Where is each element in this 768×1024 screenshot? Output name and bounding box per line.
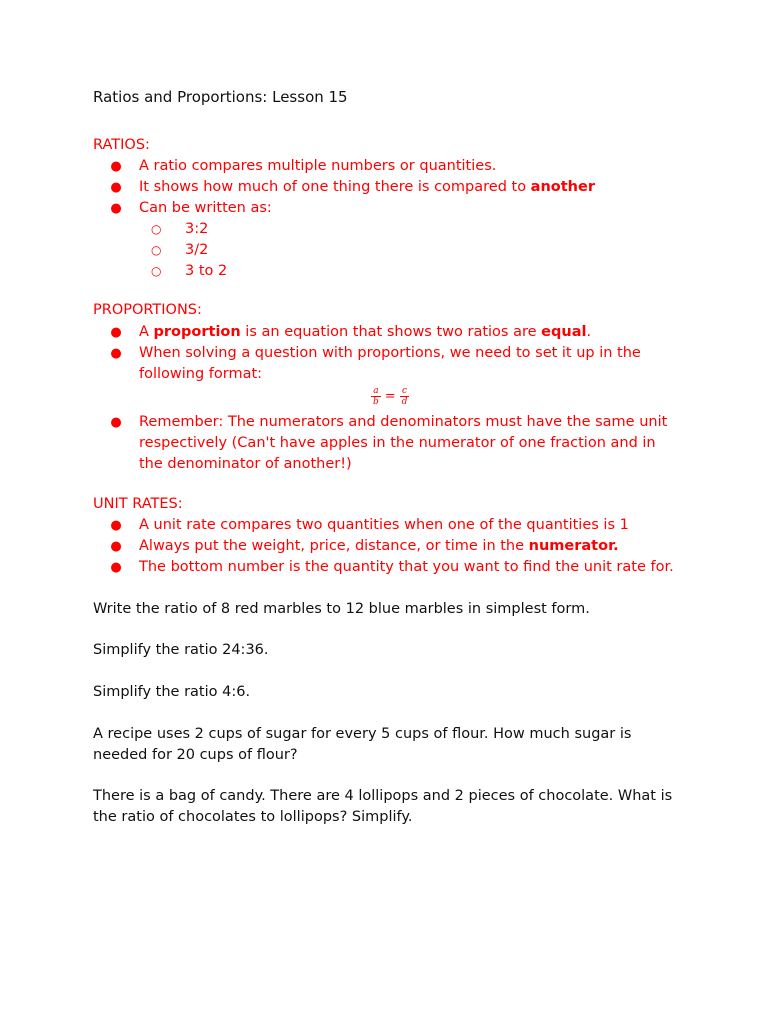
question-1: Write the ratio of 8 red marbles to 12 blue marbles in simplest form. xyxy=(93,601,590,617)
bullet-icon: ● xyxy=(110,159,122,174)
proportions-bullet-3: Remember: The numerators and denominators must have the same unit respectively (Can't have apples in the numerator of one fraction and in the denominator of another!) xyxy=(139,414,668,472)
proportions-bullet-2: When solving a question with proportions, we need to set it up in the following format: xyxy=(139,345,641,382)
ratios-bullet-1-text: A ratio compares multiple numbers or quantities. xyxy=(139,158,497,174)
fraction-a-b: $\frac{a}{b}$ xyxy=(373,386,379,407)
proportion-formula xyxy=(371,386,409,407)
question-5: There is a bag of candy. There are 4 lollipops and 2 pieces of chocolate. What is the ratio of chocolates to lollipops? Simplify. xyxy=(93,788,673,825)
bullet-icon: ● xyxy=(110,415,122,430)
question-3: Simplify the ratio 4:6. xyxy=(93,684,251,700)
bold-proportion: proportion xyxy=(153,324,241,340)
bullet-icon: ● xyxy=(110,325,122,340)
bullet-icon: ● xyxy=(110,201,122,216)
circle-bullet-icon: ○ xyxy=(151,222,162,236)
question-2: Simplify the ratio 24:36. xyxy=(93,642,269,658)
bold-another: another xyxy=(530,179,595,195)
bullet-icon: ● xyxy=(110,539,122,554)
unit-rates-bullet-1-text: A unit rate compares two quantities when one of the quantities is 1 xyxy=(139,517,629,533)
bold-equal: equal xyxy=(541,324,587,340)
bold-numerator: numerator. xyxy=(528,538,619,554)
equals-sign: = xyxy=(384,389,396,404)
unit-rates-bullet-2-text: Always put the weight, price, distance, or time in the numerator. xyxy=(139,538,619,554)
ratios-heading: RATIOS: xyxy=(93,137,150,153)
unit-rates-bullet-3-text: The bottom number is the quantity that you want to find the unit rate for. xyxy=(139,559,674,575)
circle-bullet-icon: ○ xyxy=(151,243,162,257)
bullet-icon: ● xyxy=(110,560,122,575)
question-4: A recipe uses 2 cups of sugar for every 5 cups of flour. How much sugar is needed for 20 cups of flour? xyxy=(93,726,632,763)
ratios-bullet-2-text: It shows how much of one thing there is compared to another xyxy=(139,179,595,195)
ratio-form-2-text: 3/2 xyxy=(185,242,209,258)
circle-bullet-icon: ○ xyxy=(151,264,162,278)
page-title: Ratios and Proportions: Lesson 15 xyxy=(93,88,348,106)
proportions-heading: PROPORTIONS: xyxy=(93,302,202,318)
unit-rates-heading: UNIT RATES: xyxy=(93,496,183,512)
bullet-icon: ● xyxy=(110,180,122,195)
fraction-c-d: $\frac{c}{d}$ xyxy=(401,386,408,407)
bullet-icon: ● xyxy=(110,518,122,533)
ratio-form-1-text: 3:2 xyxy=(185,221,209,237)
ratio-form-3-text: 3 to 2 xyxy=(185,263,228,279)
bullet-icon: ● xyxy=(110,346,122,361)
ratios-bullet-3-text: Can be written as: xyxy=(139,200,272,216)
proportions-bullet-1: A proportion is an equation that shows two ratios are equal. xyxy=(139,324,592,340)
